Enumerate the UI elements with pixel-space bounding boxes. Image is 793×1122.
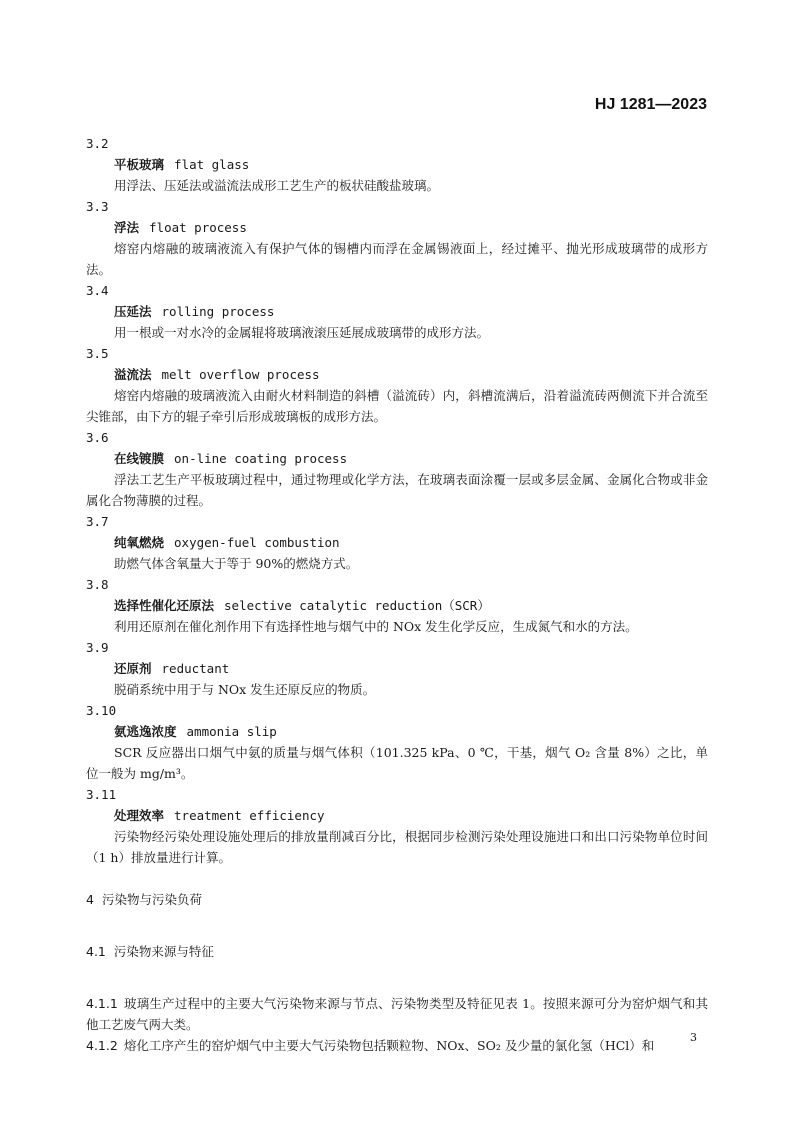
term-number: 3.5 [86,346,109,361]
term-english: on-line coating process [174,451,348,466]
term-entry-3-3 [86,196,708,280]
term-number: 3.3 [86,199,109,214]
term-entry-3-11 [86,784,708,868]
term-definition: 浮法工艺生产平板玻璃过程中，通过物理或化学方法，在玻璃表面涂覆一层或多层金属、金属化合物或非金属化合物薄膜的过程。 [86,472,708,508]
term-chinese: 浮法 [114,220,140,235]
clause-number: 4.1.2 [86,1038,118,1053]
term-chinese: 纯氧燃烧 [114,535,165,550]
term-chinese: 氨逃逸浓度 [114,724,177,739]
term-title [86,301,708,322]
document-code: HJ 1281—2023 [594,96,707,113]
term-title [86,595,708,616]
section-title: 污染物与污染负荷 [101,892,202,907]
term-title [86,364,708,385]
term-title [86,805,708,826]
section-number: 4 [86,892,94,907]
term-entry-3-6 [86,427,708,511]
term-entry-3-8 [86,574,708,637]
term-chinese: 压延法 [114,304,152,319]
term-number: 3.9 [86,640,109,655]
term-definition: 熔窑内熔融的玻璃液流入有保护气体的锡槽内而浮在金属锡液面上，经过摊平、抛光形成玻璃带的成形方法。 [86,241,708,277]
term-chinese: 平板玻璃 [114,157,165,172]
term-definition: 利用还原剂在催化剂作用下有选择性地与烟气中的 NOx 发生化学反应，生成氮气和水的方法。 [114,619,638,634]
section-heading-4-1 [86,941,708,962]
term-chinese: 还原剂 [114,661,152,676]
term-english: flat glass [174,157,250,172]
page-number: 3 [690,1031,697,1044]
term-english: melt overflow process [161,367,320,382]
term-english: treatment efficiency [174,808,325,823]
section-title: 污染物来源与特征 [113,944,214,959]
term-title [86,217,708,238]
term-english: rolling process [161,304,275,319]
clause-text: 熔化工序产生的窑炉烟气中主要大气污染物包括颗粒物、NOx、SO₂ 及少量的氯化氢（HCl）和 [123,1038,655,1053]
term-definition: 脱硝系统中用于与 NOx 发生还原反应的物质。 [114,682,376,697]
term-english: ammonia slip [186,724,277,739]
term-number: 3.7 [86,514,109,529]
section-number: 4.1 [86,944,106,959]
term-number: 3.8 [86,577,109,592]
term-english: selective catalytic reduction（SCR） [224,598,490,613]
term-entry-3-2 [86,133,708,196]
clause-4-1-1 [86,993,708,1035]
term-entry-3-10 [86,700,708,784]
document-body [86,133,708,1056]
term-number: 3.4 [86,283,109,298]
term-english: float process [149,220,247,235]
term-number: 3.11 [86,787,117,802]
term-number: 3.6 [86,430,109,445]
term-entry-3-5 [86,343,708,427]
term-english: reductant [161,661,230,676]
term-definition: 用浮法、压延法或溢流法成形工艺生产的板状硅酸盐玻璃。 [114,178,440,193]
term-definition: SCR 反应器出口烟气中氨的质量与烟气体积（101.325 kPa、0 ℃，干基，烟气 O₂ 含量 8%）之比，单位一般为 mg/m³。 [86,745,708,781]
term-number: 3.2 [86,136,109,151]
term-definition: 用一根或一对水冷的金属辊将玻璃液滚压延展成玻璃带的成形方法。 [114,325,490,340]
term-title [86,154,708,175]
term-definition: 熔窑内熔融的玻璃液流入由耐火材料制造的斜槽（溢流砖）内，斜槽流满后，沿着溢流砖两侧流下并合流至尖锥部，由下方的辊子牵引后形成玻璃板的成形方法。 [86,388,708,424]
clause-text: 玻璃生产过程中的主要大气污染物来源与节点、污染物类型及特征见表 1。按照来源可分为窑炉烟气和其他工艺废气两大类。 [86,996,708,1032]
term-entry-3-4 [86,280,708,343]
term-definition: 助燃气体含氧量大于等于 90%的燃烧方式。 [114,556,359,571]
term-chinese: 处理效率 [114,808,165,823]
term-english: oxygen-fuel combustion [174,535,340,550]
clause-number: 4.1.1 [86,996,118,1011]
term-title [86,448,708,469]
term-title [86,532,708,553]
term-number: 3.10 [86,703,117,718]
section-heading-4 [86,889,708,910]
term-title [86,658,708,679]
term-chinese: 在线镀膜 [114,451,165,466]
term-definition: 污染物经污染处理设施处理后的排放量削减百分比，根据同步检测污染处理设施进口和出口污染物单位时间（1 h）排放量进行计算。 [86,829,708,865]
clause-4-1-2 [86,1035,708,1056]
term-chinese: 选择性催化还原法 [114,598,215,613]
term-title [86,721,708,742]
term-entry-3-9 [86,637,708,700]
term-entry-3-7 [86,511,708,574]
term-chinese: 溢流法 [114,367,152,382]
